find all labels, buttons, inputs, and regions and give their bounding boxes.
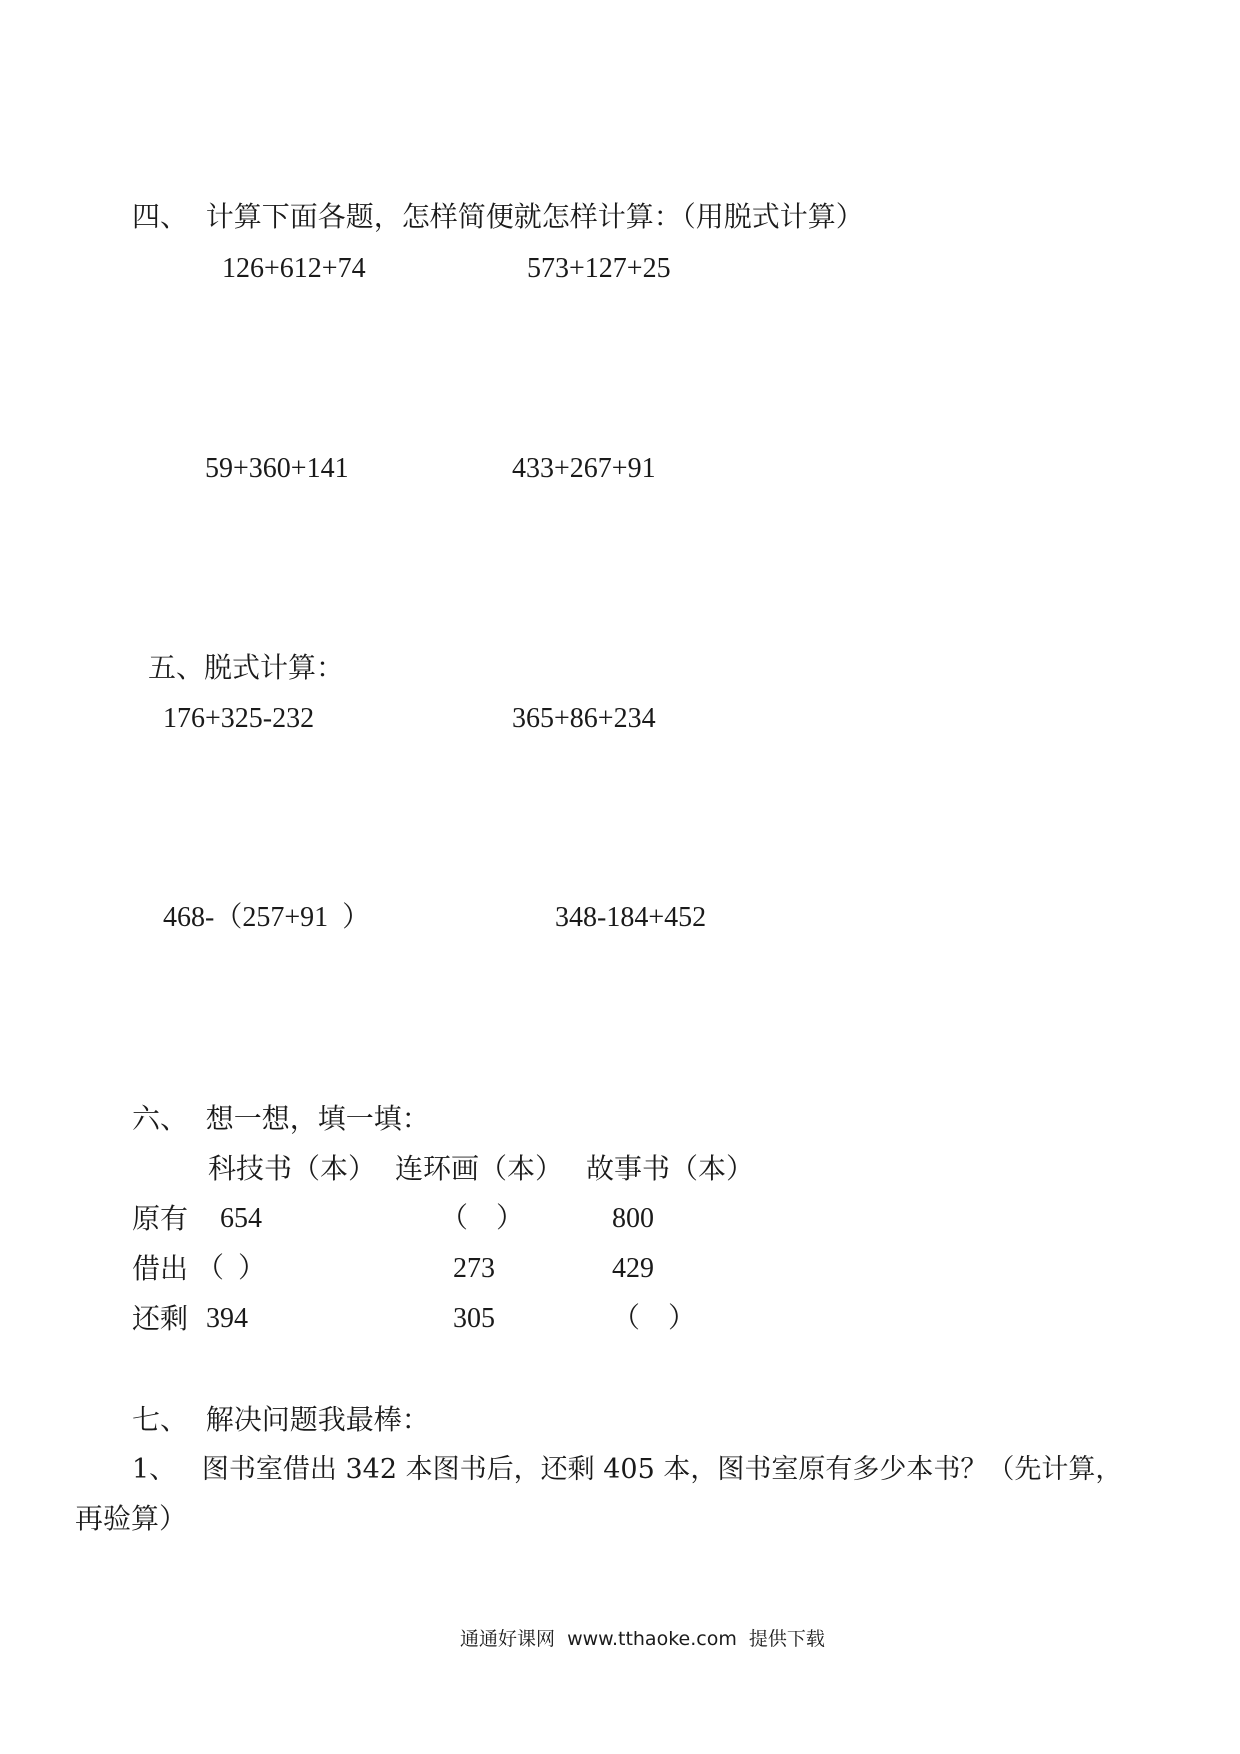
table-cell: 305 (453, 1303, 495, 1334)
question-1-line-2: 再验算） (75, 1502, 188, 1535)
table-cell: （ ） (440, 1203, 525, 1234)
table-cell: 273 (453, 1253, 495, 1284)
table-column-header: 连环画（本） (395, 1152, 564, 1185)
problem-5-3: 468-（257+91 ） (163, 902, 371, 933)
problem-5-1: 176+325-232 (163, 703, 315, 734)
problem-5-4: 348-184+452 (555, 902, 707, 933)
table-cell: 394 (206, 1303, 248, 1334)
problem-4-1: 126+612+74 (222, 253, 366, 284)
page-footer: 通通好课网 www.tthaoke.com 提供下载 (460, 1628, 825, 1650)
section-5-heading: 五、脱式计算： (148, 651, 345, 684)
table-cell: 654 (220, 1203, 262, 1234)
table-row-label: 原有 (132, 1202, 189, 1235)
table-cell: （ ） (196, 1253, 267, 1284)
table-cell: 800 (612, 1203, 654, 1234)
section-7-heading: 七、 解决问题我最棒： (132, 1403, 430, 1436)
section-4-heading: 四、 计算下面各题，怎样简便就怎样计算：（用脱式计算） (132, 200, 864, 233)
problem-4-2: 573+127+25 (527, 253, 671, 284)
table-row-label: 还剩 (132, 1302, 189, 1335)
table-column-header: 科技书（本） (208, 1152, 377, 1185)
table-column-header: 故事书（本） (586, 1152, 755, 1185)
table-row-label: 借出 (132, 1252, 189, 1285)
table-cell: （ ） (612, 1303, 697, 1334)
question-1-line-1: 1、 图书室借出 342 本图书后，还剩 405 本，图书室原有多少本书？（先计算， (132, 1454, 1123, 1485)
problem-4-4: 433+267+91 (512, 453, 656, 484)
problem-4-3: 59+360+141 (205, 453, 349, 484)
problem-5-2: 365+86+234 (512, 703, 656, 734)
table-cell: 429 (612, 1253, 654, 1284)
section-6-heading: 六、 想一想，填一填： (132, 1102, 430, 1135)
